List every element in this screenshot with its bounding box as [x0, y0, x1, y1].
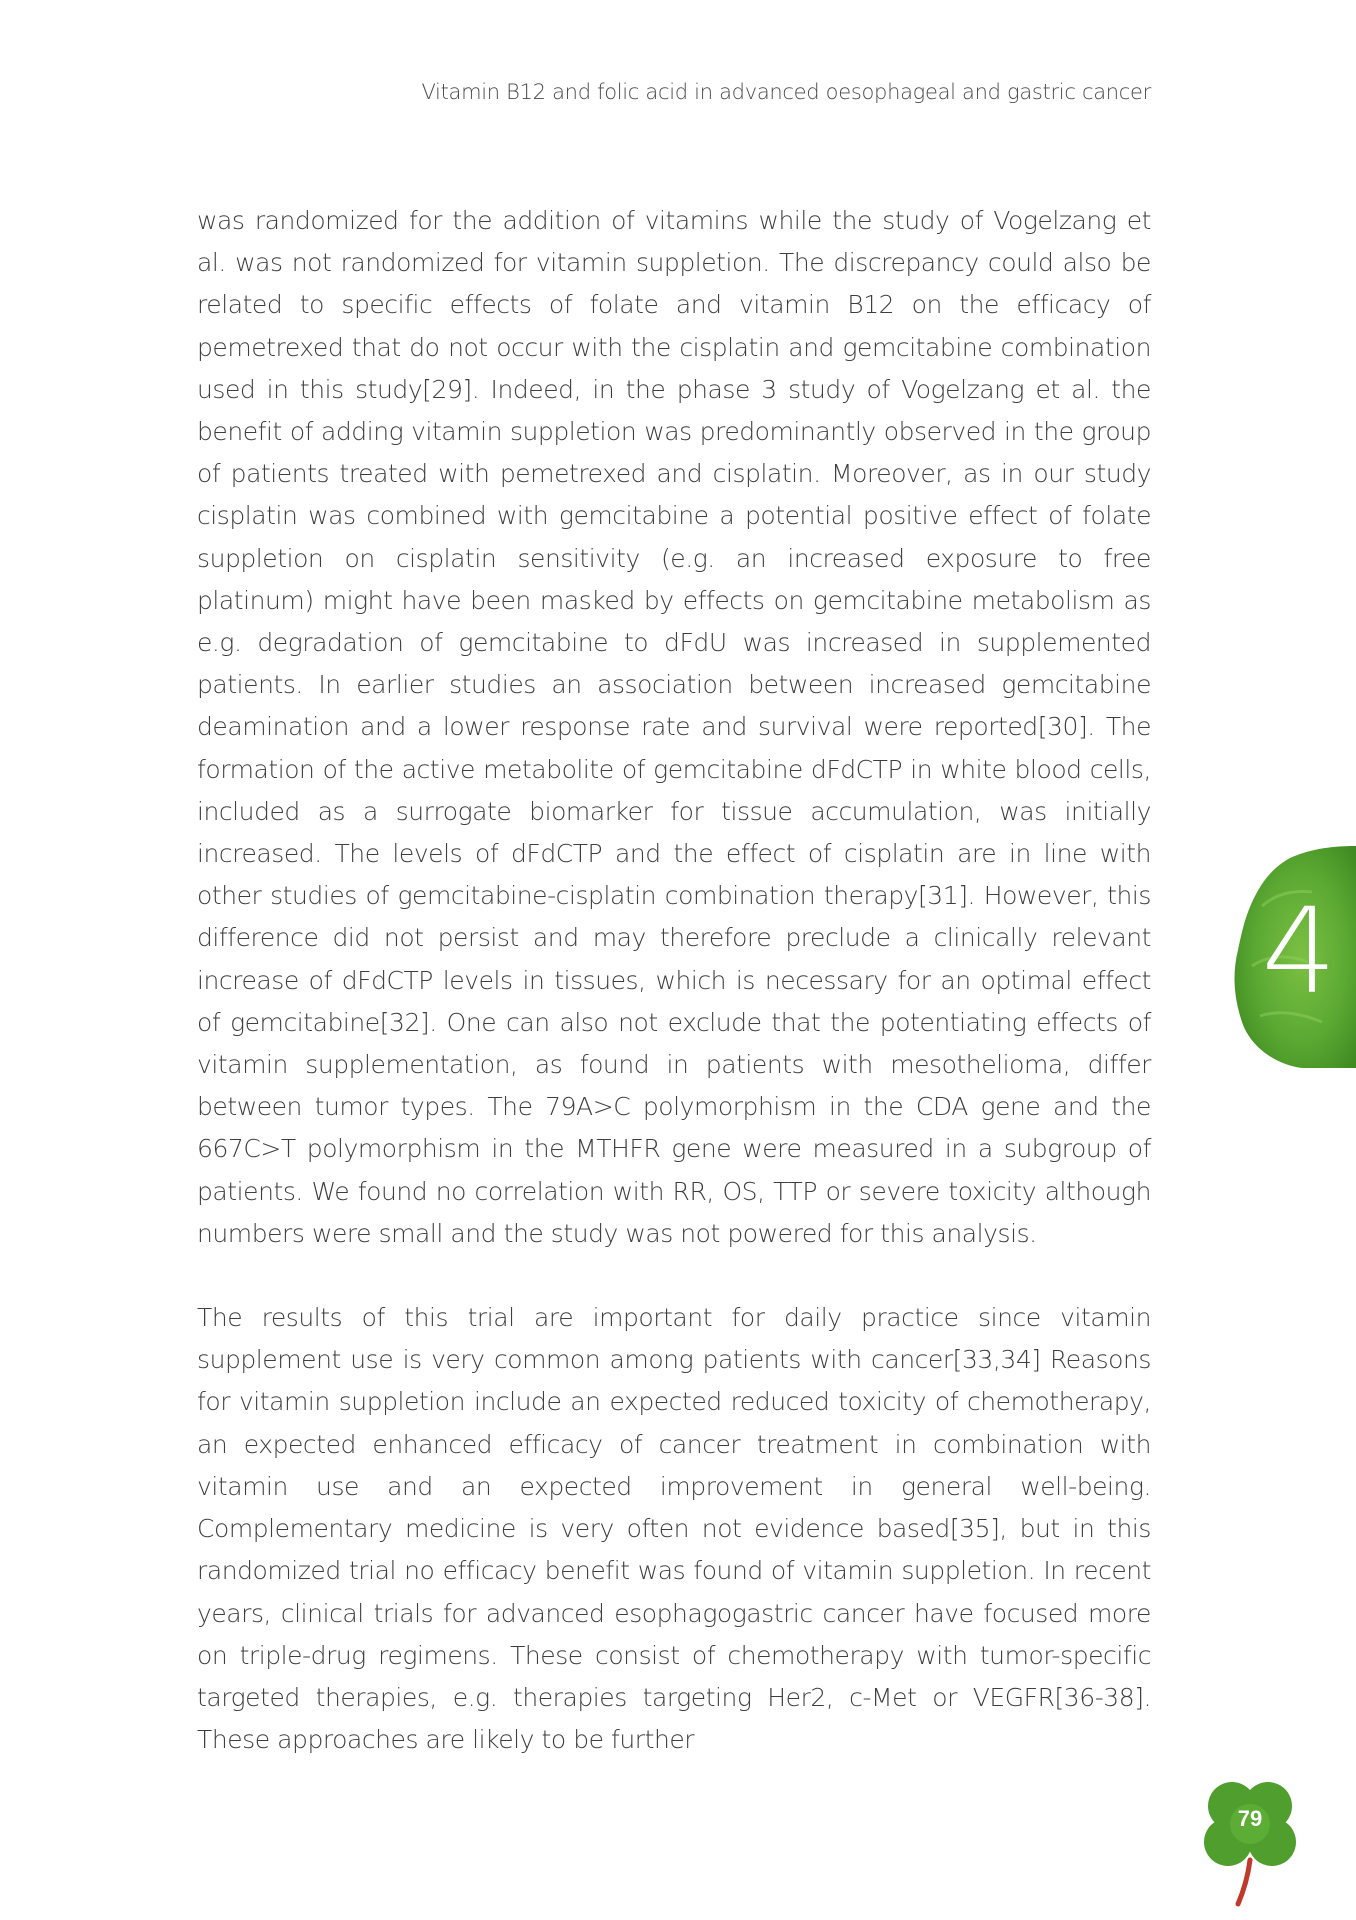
clover-icon — [1198, 1780, 1302, 1916]
paragraph: was randomized for the addition of vitamins while the study of Vogelzang et al. was not randomized for vitamin suppletion. The discrepancy could also be related to specific effects of folate and vitamin B12 on the efficacy of pemetrexed that do not occur with the cisplatin and gemcitabine combination used in this study[29]. Indeed, in the phase 3 study of Vogelzang et al. the benefit of adding vitamin suppletion was predominantly observed in the group of patients treated with pemetrexed and cisplatin. Moreover, as in our study cisplatin was combined with gemcitabine a potential positive effect of folate suppletion on cisplatin sensitivity (e.g. an increased exposure to free platinum) might have been masked by effects on gemcitabine metabolism as e.g. degradation of gemcitabine to dFdU was increased in supplemented patients. In earlier studies an association between increased gemcitabine deamination and a lower response rate and survival were reported[30]. The formation of the active metabolite of gemcitabine dFdCTP in white blood cells, included as a surrogate biomarker for tissue accumulation, was initially increased. The levels of dFdCTP and the effect of cisplatin are in line with other studies of gemcitabine-cisplatin combination therapy[31]. However, this difference did not persist and may therefore preclude a clinically relevant increase of dFdCTP levels in tissues, which is necessary for an optimal effect of gemcitabine[32]. One can also not exclude that the potentiating effects of vitamin supplementation, as found in patients with mesothelioma, differ between tumor types. The 79A>C polymorphism in the CDA gene and the 667C>T polymorphism in the MTHFR gene were measured in a subgroup of patients. We found no correlation with RR, OS, TTP or severe toxicity although numbers were small and the study was not powered for this analysis. — [197, 206, 1151, 1248]
paragraph: The results of this trial are important for daily practice since vitamin supplement use is very common among patients with cancer[33,34] Reasons for vitamin suppletion include an expected reduced toxicity of chemotherapy, an expected enhanced efficacy of cancer treatment in combination with vitamin use and an expected improvement in general well-being. Complementary medicine is very often not evidence based[35], but in this randomized trial no efficacy benefit was found of vitamin suppletion. In recent years, clinical trials for advanced esophagogastric cancer have focused more on triple-drug regimens. These consist of chemotherapy with tumor-specific targeted therapies, e.g. therapies targeting Her2, c-Met or VEGFR[36-38]. These approaches are likely to be further — [197, 1303, 1151, 1755]
chapter-number: 4 — [1261, 882, 1337, 1020]
chapter-tab — [1232, 846, 1356, 1068]
page-number: 79 — [1237, 1806, 1263, 1831]
body-text — [197, 200, 1151, 1761]
page-badge — [1198, 1780, 1302, 1916]
running-header: Vitamin B12 and folic acid in advanced oesophageal and gastric cancer — [421, 80, 1151, 104]
